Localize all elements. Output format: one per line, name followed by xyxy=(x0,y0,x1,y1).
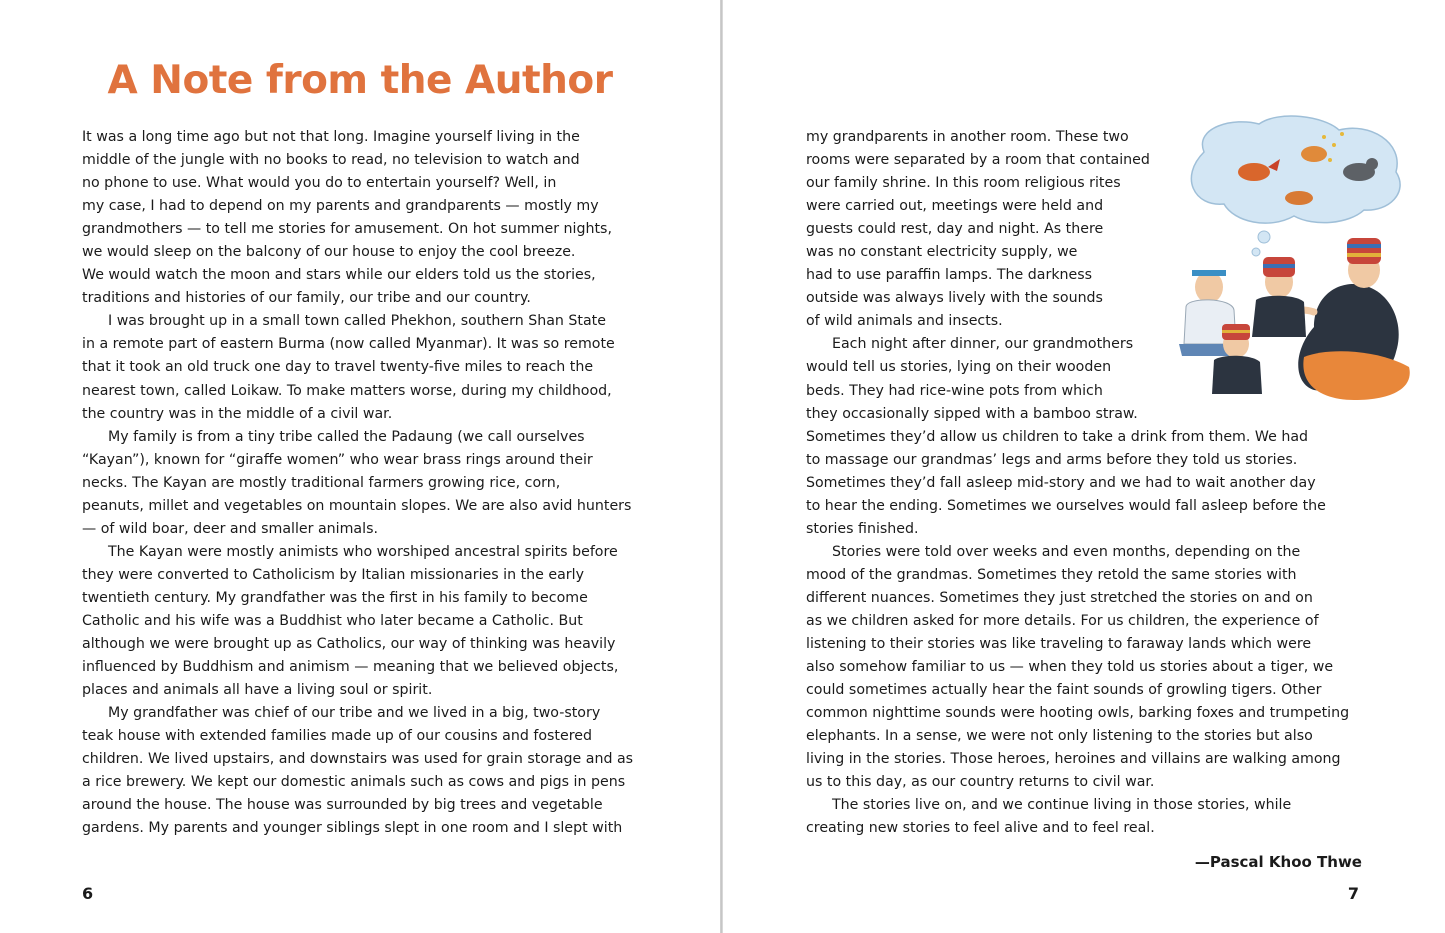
text-line: of wild animals and insects. xyxy=(806,313,1003,330)
text-line: Sometimes they’d fall asleep mid-story and we had to wait another day xyxy=(806,474,1316,491)
text-line: guests could rest, day and night. As there xyxy=(806,221,1104,238)
left-body-text xyxy=(82,126,652,840)
text-line: My grandfather was chief of our tribe and we lived in a big, two-story xyxy=(108,705,601,722)
page-number-left: 6 xyxy=(82,884,94,903)
text-line: rooms were separated by a room that contained xyxy=(806,152,1150,169)
text-line: was no constant electricity supply, we xyxy=(806,244,1078,261)
text-line: different nuances. Sometimes they just stretched the stories on and on xyxy=(806,589,1313,606)
text-line: creating new stories to feel alive and to feel real. xyxy=(806,820,1155,837)
text-line: necks. The Kayan are mostly traditional farmers growing rice, corn, xyxy=(82,474,561,491)
text-line: living in the stories. Those heroes, heroines and villains are walking among xyxy=(806,751,1341,768)
text-line: common nighttime sounds were hooting owls, barking foxes and trumpeting xyxy=(806,705,1350,722)
author-signature: —Pascal Khoo Thwe xyxy=(1194,853,1362,871)
book-gutter xyxy=(720,0,723,933)
text-line: “Kayan”), known for “giraffe women” who wear brass rings around their xyxy=(82,451,593,468)
text-line: The Kayan were mostly animists who worshiped ancestral spirits before xyxy=(108,543,618,560)
text-line: places and animals all have a living soul or spirit. xyxy=(82,682,433,699)
text-line: my grandparents in another room. These two xyxy=(806,129,1129,145)
text-line: my case, I had to depend on my parents and grandparents — mostly my xyxy=(82,198,599,215)
text-line: they occasionally sipped with a bamboo straw. xyxy=(806,405,1138,422)
text-line: I was brought up in a small town called Phekhon, southern Shan State xyxy=(108,313,606,330)
text-line: influenced by Buddhism and animism — meaning that we believed objects, xyxy=(82,659,619,676)
text-line: teak house with extended families made up of our cousins and fostered xyxy=(82,728,592,745)
text-line: twentieth century. My grandfather was the first in his family to become xyxy=(82,589,588,606)
text-line: around the house. The house was surrounded by big trees and vegetable xyxy=(82,797,603,814)
text-line: We would watch the moon and stars while our elders told us the stories, xyxy=(82,267,596,284)
text-line: listening to their stories was like traveling to faraway lands which were xyxy=(806,636,1312,653)
text-line: would tell us stories, lying on their wooden xyxy=(806,359,1112,376)
text-line: could sometimes actually hear the faint sounds of growling tigers. Other xyxy=(806,682,1322,699)
text-line: as we children asked for more details. For us children, the experience of xyxy=(806,612,1319,629)
text-line: mood of the grandmas. Sometimes they retold the same stories with xyxy=(806,566,1297,583)
page-number-right: 7 xyxy=(1347,884,1359,903)
text-line: us to this day, as our country returns to civil war. xyxy=(806,774,1155,791)
text-line: had to use paraffin lamps. The darkness xyxy=(806,267,1093,284)
text-line: our family shrine. In this room religious rites xyxy=(806,175,1121,192)
text-line: My family is from a tiny tribe called the Padaung (we call ourselves xyxy=(108,428,585,445)
text-line: — of wild boar, deer and smaller animals. xyxy=(82,520,378,537)
text-line: traditions and histories of our family, our tribe and our country. xyxy=(82,290,531,307)
text-line: elephants. In a sense, we were not only listening to the stories but also xyxy=(806,728,1313,745)
right-body-text xyxy=(806,126,1376,840)
text-line: in a remote part of eastern Burma (now called Myanmar). It was so remote xyxy=(82,336,615,353)
text-line: a rice brewery. We kept our domestic animals such as cows and pigs in pens xyxy=(82,774,626,791)
right-page xyxy=(724,0,1445,933)
text-line: stories finished. xyxy=(806,520,919,537)
text-line: middle of the jungle with no books to read, no television to watch and xyxy=(82,152,580,169)
text-line: we would sleep on the balcony of our house to enjoy the cool breeze. xyxy=(82,244,576,261)
text-line: to hear the ending. Sometimes we ourselves would fall asleep before the xyxy=(806,497,1326,514)
text-line: that it took an old truck one day to travel twenty-five miles to reach the xyxy=(82,359,594,376)
text-line: children. We lived upstairs, and downstairs was used for grain storage and as xyxy=(82,751,634,768)
text-line: nearest town, called Loikaw. To make matters worse, during my childhood, xyxy=(82,382,612,399)
text-line: were carried out, meetings were held and xyxy=(806,198,1104,215)
text-line: the country was in the middle of a civil war. xyxy=(82,405,393,422)
text-line: no phone to use. What would you do to entertain yourself? Well, in xyxy=(82,175,557,192)
text-line: although we were brought up as Catholics, our way of thinking was heavily xyxy=(82,636,616,653)
text-line: to massage our grandmas’ legs and arms before they told us stories. xyxy=(806,451,1298,468)
text-line: It was a long time ago but not that long. Imagine yourself living in the xyxy=(82,129,580,145)
text-line: peanuts, millet and vegetables on mountain slopes. We are also avid hunters xyxy=(82,497,632,514)
text-line: Sometimes they’d allow us children to take a drink from them. We had xyxy=(806,428,1309,445)
text-line: gardens. My parents and younger siblings slept in one room and I slept with xyxy=(82,820,623,837)
text-line: grandmothers — to tell me stories for amusement. On hot summer nights, xyxy=(82,221,612,238)
text-line: they were converted to Catholicism by Italian missionaries in the early xyxy=(82,566,584,583)
text-line: outside was always lively with the sounds xyxy=(806,290,1103,307)
text-line: beds. They had rice-wine pots from which xyxy=(806,382,1103,399)
text-line: The stories live on, and we continue living in those stories, while xyxy=(832,797,1292,814)
text-line: Stories were told over weeks and even months, depending on the xyxy=(832,543,1301,560)
text-line: also somehow familiar to us — when they told us stories about a tiger, we xyxy=(806,659,1334,676)
text-line: Each night after dinner, our grandmothers xyxy=(832,336,1134,353)
page-title: A Note from the Author xyxy=(107,58,613,103)
left-page xyxy=(0,0,720,933)
text-line: Catholic and his wife was a Buddhist who later became a Catholic. But xyxy=(82,612,583,629)
